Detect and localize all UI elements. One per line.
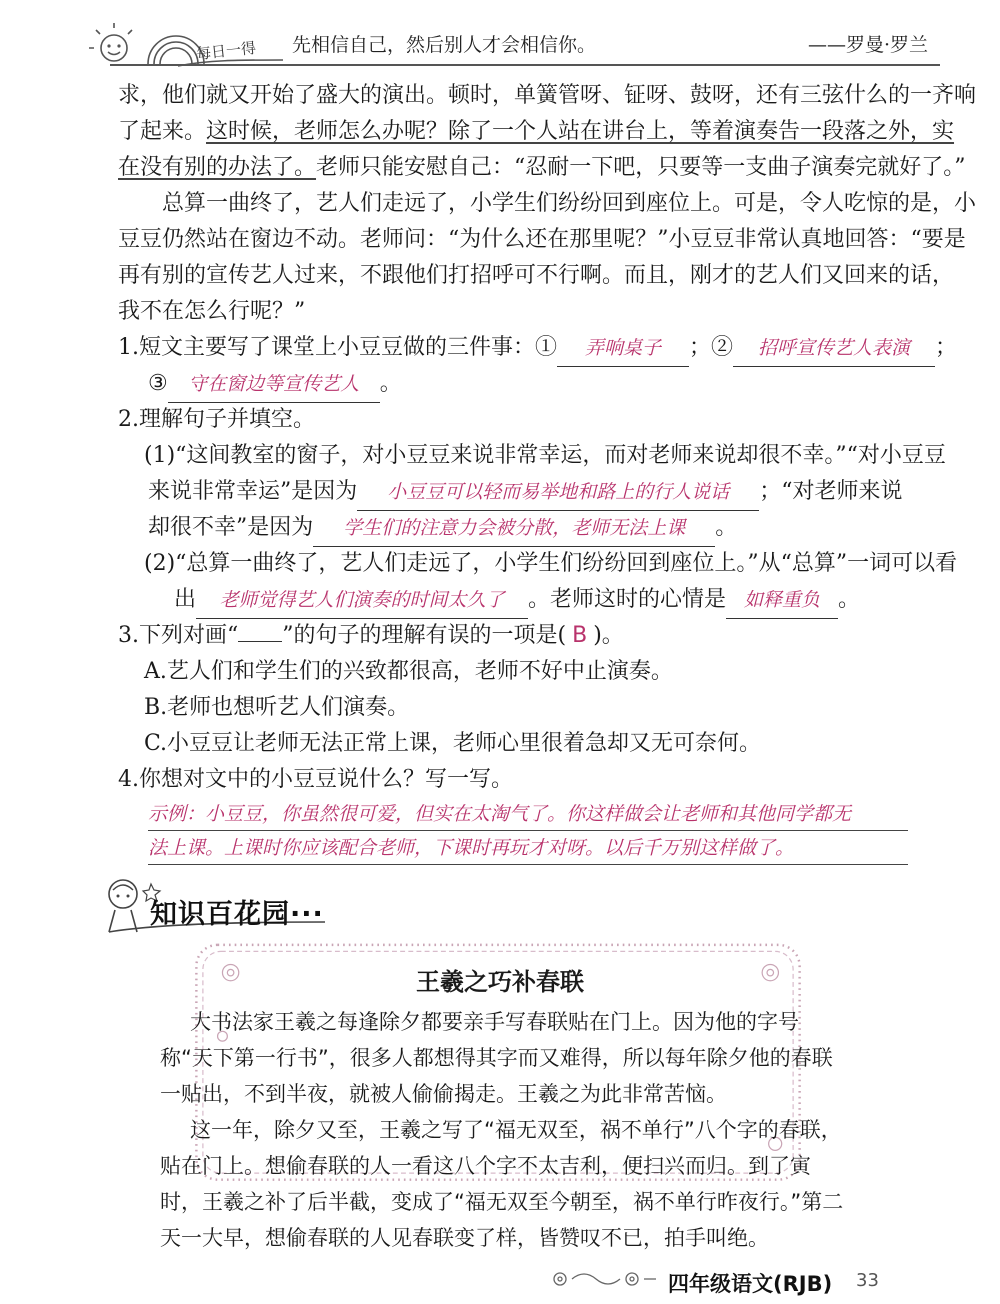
answer-blank-4: 小豆豆可以轻而易举地和路上的行人说话	[357, 474, 759, 511]
knowledge-banner-title: 知识百花园···	[150, 899, 324, 930]
question-1-continued: ③ 守在窗边等宣传艺人 。	[148, 366, 402, 403]
answer-blank-5: 学生们的注意力会被分散，老师无法上课	[313, 510, 715, 547]
passage-line: 了起来。这时候，老师怎么办呢？除了一个人站在讲台上，等着演奏告一段落之外，实	[118, 119, 955, 144]
story-line: 这一年，除夕又至，王羲之写了“福无双至，祸不单行”八个字的春联，	[190, 1118, 842, 1142]
story-line: 一贴出，不到半夜，就被人偷偷揭走。王羲之为此非常苦恼。	[160, 1082, 727, 1106]
option-b: B.老师也想听艺人们演奏。	[144, 695, 410, 720]
question-2-part1: 来说非常幸运”是因为 小豆豆可以轻而易举地和路上的行人说话 ；“对老师来说	[148, 474, 903, 511]
header-sun-rainbow-art	[88, 22, 288, 68]
option-c: C.小豆豆让老师无法正常上课，老师心里很着急却又无可奈何。	[144, 731, 762, 756]
header-author: ——罗曼·罗兰	[807, 34, 928, 56]
header-rule	[110, 64, 940, 66]
story-line: 时，王羲之补了后半截，变成了“福无双至今朝至，祸不单行昨夜行。”第二	[160, 1190, 844, 1214]
passage-line: 再有别的宣传艺人过来，不跟他们打招呼可不行啊。而且，刚才的艺人们又回来的话，	[118, 263, 955, 288]
question-4: 4.你想对文中的小豆豆说什么？写一写。	[118, 767, 513, 792]
passage-line: 求，他们就又开始了盛大的演出。顿时，单簧管呀、钲呀、鼓呀，还有三弦什么的一齐响	[118, 83, 977, 108]
passage-line: 我不在怎么行呢？”	[118, 299, 306, 324]
footer-label: 四年级语文(RJB)	[668, 1272, 833, 1296]
answer-blank-7: 如释重负	[726, 582, 838, 619]
page-number: 33	[856, 1270, 879, 1291]
answer-line-1: 示例：小豆豆，你虽然很可爱，但实在太淘气了。你这样做会让老师和其他同学都无	[148, 798, 908, 831]
passage-line: 在没有别的办法了。老师只能安慰自己：“忍耐一下吧，只要等一支曲子演奏完就好了。”	[118, 155, 966, 180]
passage-line: 豆豆仍然站在窗边不动。老师问：“为什么还在那里呢？”小豆豆非常认真地回答：“要是	[118, 227, 966, 252]
question-2-part2: 出 老师觉得艺人们演奏的时间太久了 。老师这时的心情是 如释重负 。	[174, 582, 860, 619]
answer-blank-2: 招呼宣传艺人表演	[733, 330, 935, 367]
answer-line-2: 法上课。上课时你应该配合老师，下课时再玩才对呀。以后千万别这样做了。	[148, 832, 908, 865]
story-line: 贴在门上。想偷春联的人一看这八个字不太吉利，便扫兴而归。到了寅	[160, 1154, 811, 1178]
question-1: 1.短文主要写了课堂上小豆豆做的三件事：① 弄响桌子 ；② 招呼宣传艺人表演 ；	[118, 330, 957, 367]
story-line: 天一大早，想偷春联的人见春联变了样，皆赞叹不已，拍手叫绝。	[160, 1226, 769, 1250]
answer-blank-6: 老师觉得艺人们演奏的时间太久了	[196, 582, 528, 619]
underlined-sentence: 在没有别的办法了。	[118, 155, 317, 180]
underlined-sentence: 这时候，老师怎么办呢？除了一个人站在讲台上，等着演奏告一段落之外，实	[206, 119, 955, 144]
story-line: 称“天下第一行书”，很多人都想得其字而又难得，所以每年除夕他的春联	[160, 1046, 833, 1070]
header-quote: 先相信自己，然后别人才会相信你。	[292, 34, 597, 56]
question-2-part1: (1)“这间教室的窗子，对小豆豆来说非常幸运，而对老师来说却很不幸。”“对小豆豆	[144, 443, 946, 468]
passage-line: 总算一曲终了，艺人们走远了，小学生们纷纷回到座位上。可是，令人吃惊的是，小	[162, 191, 977, 216]
question-2-part2: (2)“总算一曲终了，艺人们走远了，小学生们纷纷回到座位上。”从“总算”一词可以看	[144, 551, 958, 576]
option-a: A.艺人们和学生们的兴致都很高，老师不好中止演奏。	[144, 659, 673, 684]
header-tag: 每日一得	[195, 38, 257, 64]
question-2-part1: 却很不幸”是因为 学生们的注意力会被分散，老师无法上课 。	[148, 510, 737, 547]
story-title: 王羲之巧补春联	[416, 968, 584, 996]
story-line: 大书法家王羲之每逢除夕都要亲手写春联贴在门上。因为他的字号	[190, 1010, 799, 1034]
answer-blank-1: 弄响桌子	[557, 330, 689, 367]
question-3: 3.下列对画“ ”的句子的理解有误的一项是( B )。	[118, 623, 624, 648]
choice-answer: B	[572, 623, 588, 648]
footer-flower-ornament	[548, 1266, 658, 1292]
answer-blank-3: 守在窗边等宣传艺人	[168, 366, 380, 403]
question-2-title: 2.理解句子并填空。	[118, 407, 315, 432]
